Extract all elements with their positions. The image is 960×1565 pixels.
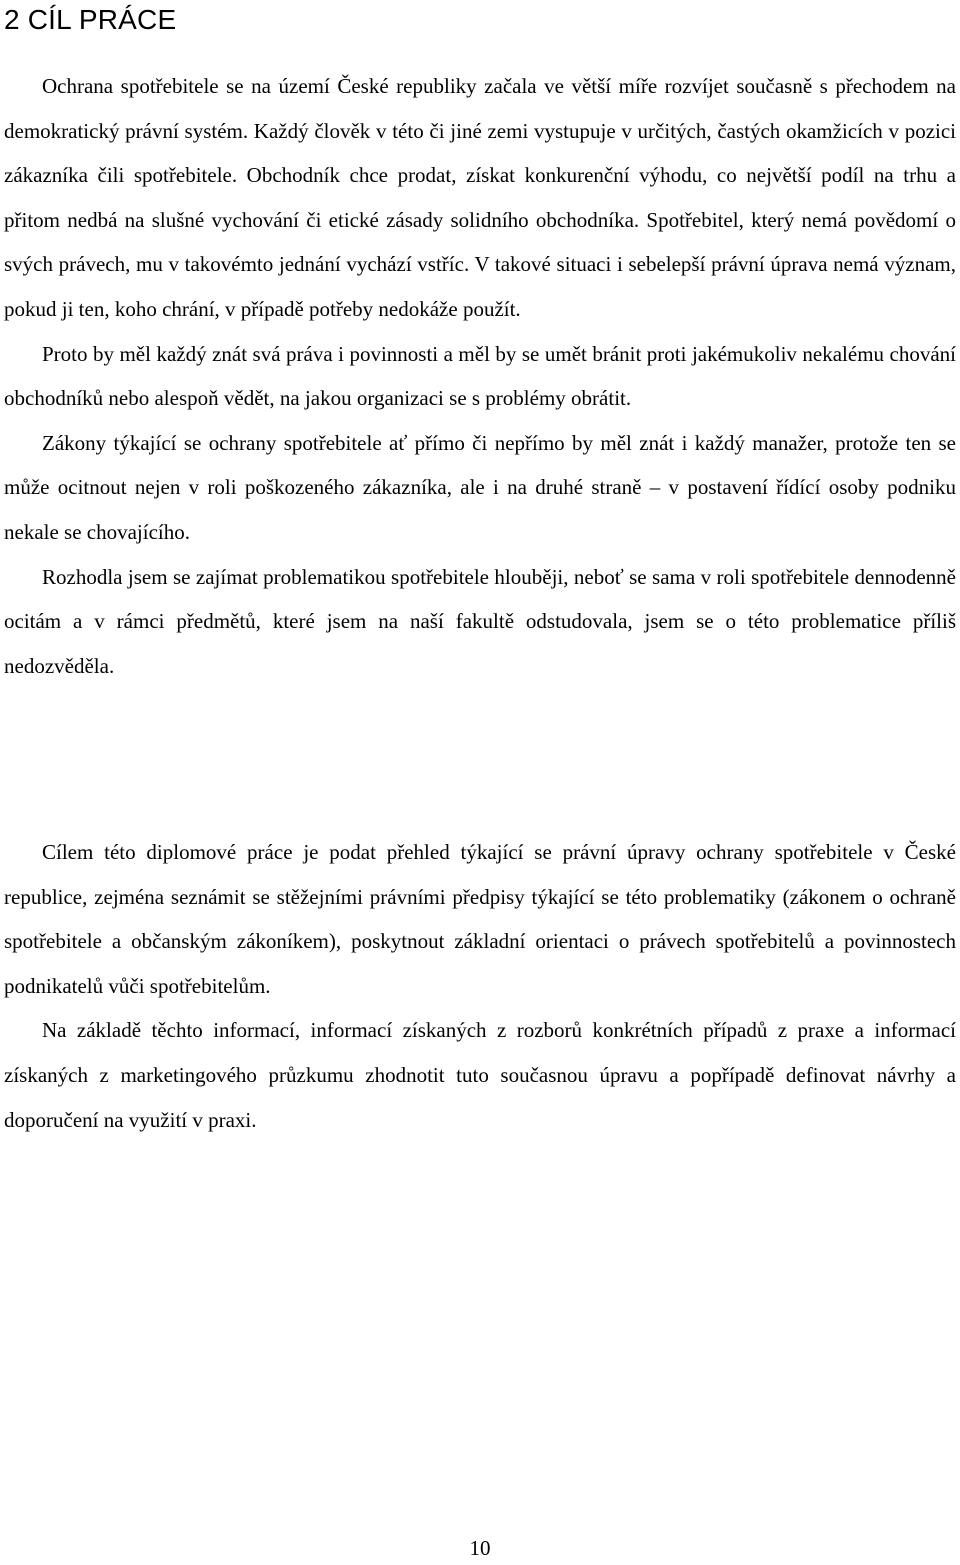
text-block-goal <box>4 830 956 1142</box>
paragraph-2: Proto by měl každý znát svá práva i povinnosti a měl by se umět bránit proti jakémukoliv nekalému chování obchodníků nebo alespoň vědět, na jakou organizaci se s problémy obrátit. <box>4 341 956 411</box>
paragraph-5: Cílem této diplomové práce je podat přehled týkající se právní úpravy ochrany spotřebitele v České republice, zejména seznámit se stěžejními právními předpisy týkající se této problematiky (zákonem o ochraně spotřebitele a občanským zákoníkem), poskytnout základní orientaci o právech spotřebitelů a povinnostech podnikatelů vůči spotřebitelům. <box>4 840 956 998</box>
paragraph-4: Rozhodla jsem se zajímat problematikou spotřebitele hlouběji, neboť se sama v roli spotřebitele dennodenně ocitám a v rámci předmětů, které jsem na naší fakultě odstudovala, jsem se o této problematice příliš nedozvěděla. <box>4 564 956 678</box>
paragraph-6: Na základě těchto informací, informací získaných z rozborů konkrétních případů z praxe a informací získaných z marketingového průzkumu zhodnotit tuto současnou úpravu a popřípadě definovat návrhy a doporučení na využití v praxi. <box>4 1018 956 1132</box>
page-number: 10 <box>469 1536 491 1560</box>
paragraph-1: Ochrana spotřebitele se na území České republiky začala ve větší míře rozvíjet současně s přechodem na demokratický právní systém. Každý člověk v této či jiné zemi vystupuje v určitých, častých okamžicích v pozici zákazníka čili spotřebitele. Obchodník chce prodat, získat konkurenční výhodu, co největší podíl na trhu a přitom nedbá na slušné vychování či etické zásady solidního obchodníka. Spotřebitel, který nemá povědomí o svých právech, mu v takovémto jednání vychází vstříc. V takové situaci i sebelepší právní úprava nemá význam, pokud ji ten, koho chrání, v případě potřeby nedokáže použít. <box>4 74 956 321</box>
paragraph-3: Zákony týkající se ochrany spotřebitele ať přímo či nepřímo by měl znát i každý manažer, protože ten se může ocitnout nejen v roli poškozeného zákazníka, ale i na druhé straně – v postavení řídící osoby podniku nekale se chovajícího. <box>4 430 956 544</box>
text-block-intro <box>4 64 956 688</box>
chapter-heading: 2 CÍL PRÁCE <box>4 4 177 35</box>
